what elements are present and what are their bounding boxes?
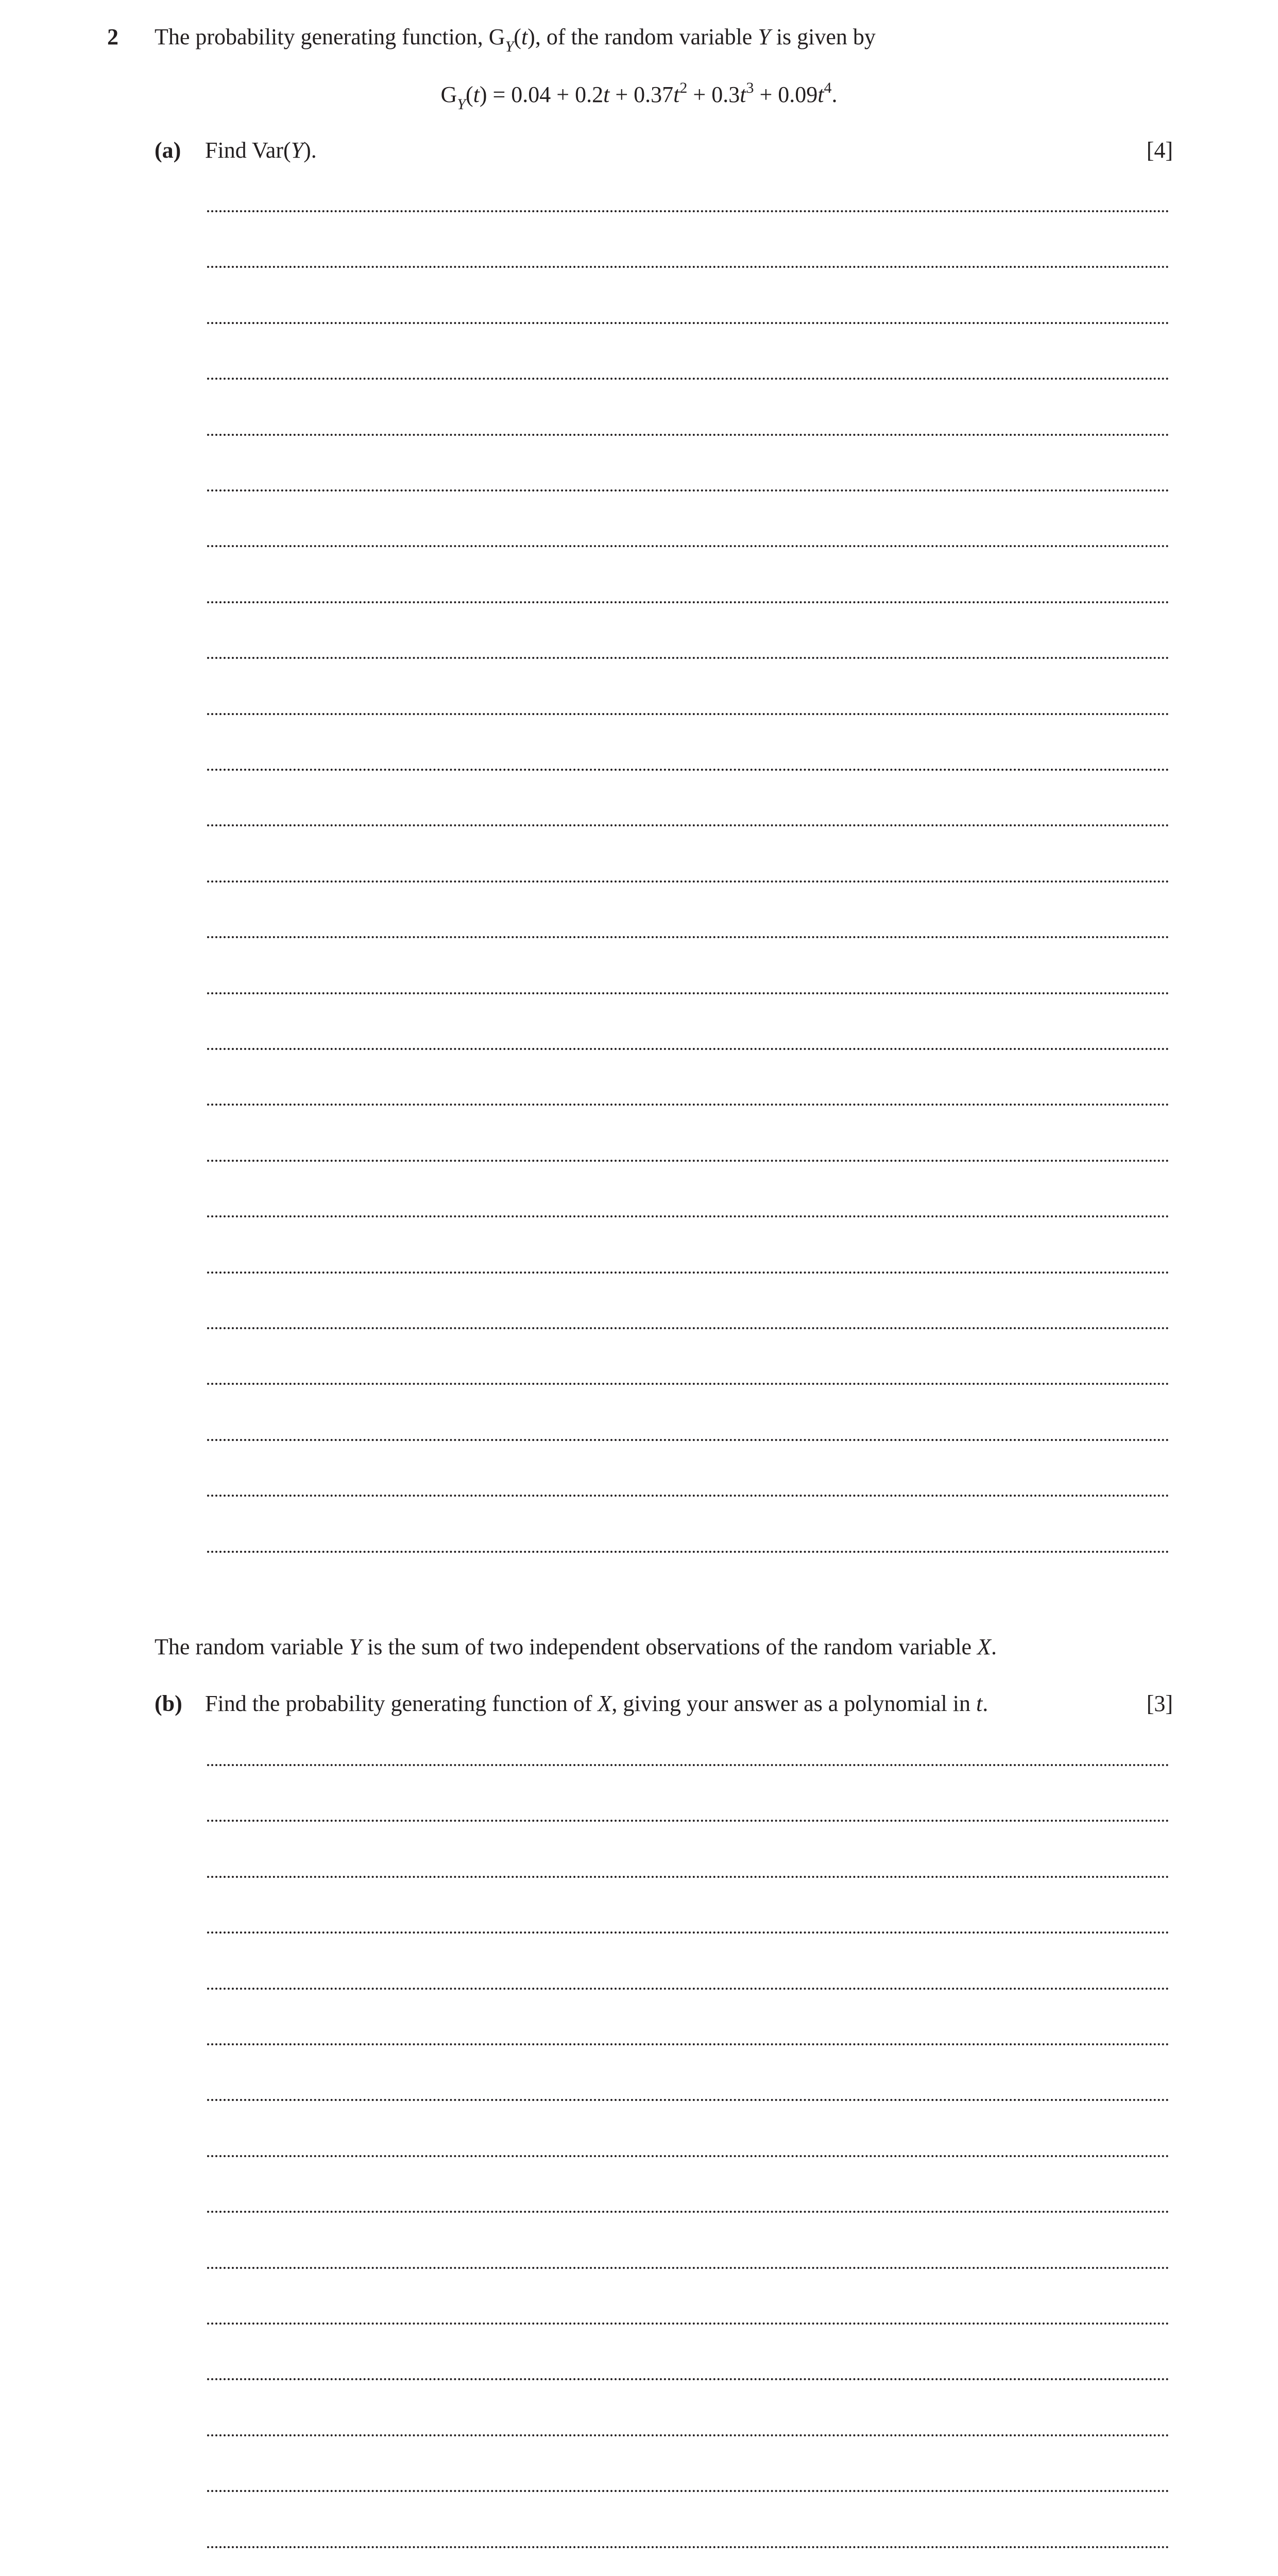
- part-a-answer-line[interactable]: [207, 1160, 1169, 1162]
- part-a-prompt: [205, 139, 317, 162]
- part-a-label: (a): [155, 138, 181, 163]
- part-b-answer-line[interactable]: [207, 2490, 1169, 2492]
- part-a-answer-line[interactable]: [207, 936, 1169, 938]
- part-a-marks: [4]: [1146, 138, 1173, 163]
- part-a-answer-line[interactable]: [207, 489, 1169, 492]
- part-b-answer-line[interactable]: [207, 2546, 1169, 2548]
- intro-subscript: Y: [505, 38, 514, 55]
- intro-text: (: [514, 24, 521, 49]
- part-b-answer-line[interactable]: [207, 1876, 1169, 1878]
- part-b-text: .: [982, 1691, 989, 1716]
- formula-text: + 0.3: [687, 82, 740, 107]
- part-b-answer-line[interactable]: [207, 1931, 1169, 1934]
- part-a-answer-line[interactable]: [207, 713, 1169, 715]
- formula-g: G: [440, 82, 457, 107]
- part-a-answer-line[interactable]: [207, 1048, 1169, 1050]
- part-b-answer-line[interactable]: [207, 1764, 1169, 1766]
- part-b-var-x: X: [598, 1691, 612, 1716]
- part-b-marks: [3]: [1146, 1691, 1173, 1716]
- formula-var-t: t: [817, 82, 824, 107]
- part-b-text: , giving your answer as a polynomial in: [611, 1691, 976, 1716]
- part-a-answer-line[interactable]: [207, 1439, 1169, 1441]
- part-b-answer-line[interactable]: [207, 1988, 1169, 1990]
- part-a-answer-line[interactable]: [207, 769, 1169, 771]
- statement-text: .: [991, 1634, 997, 1659]
- question-intro: [155, 24, 876, 55]
- formula-text: (: [465, 82, 473, 107]
- intro-text: The probability generating function, G: [155, 24, 505, 49]
- formula-var-t: t: [740, 82, 746, 107]
- part-b-answer-line[interactable]: [207, 2155, 1169, 2157]
- intro-text: is given by: [770, 24, 876, 49]
- part-a-answer-line[interactable]: [207, 992, 1169, 994]
- formula-text: ) = 0.04 + 0.2: [479, 82, 604, 107]
- formula-var-t: t: [473, 82, 480, 107]
- part-a-answer-line[interactable]: [207, 322, 1169, 324]
- part-a-answer-line[interactable]: [207, 880, 1169, 883]
- part-a-answer-line[interactable]: [207, 1327, 1169, 1329]
- part-b-var-t: t: [976, 1691, 983, 1716]
- intro-var-t: t: [521, 24, 528, 49]
- formula-text: .: [831, 82, 838, 107]
- statement-text: is the sum of two independent observations of the random variable: [362, 1634, 978, 1659]
- part-a-answer-line[interactable]: [207, 210, 1169, 212]
- part-b-answer-line[interactable]: [207, 2211, 1169, 2213]
- part-b-answer-line[interactable]: [207, 2099, 1169, 2101]
- formula-exponent: 3: [746, 79, 754, 96]
- part-a-answer-line[interactable]: [207, 601, 1169, 603]
- part-a-answer-line[interactable]: [207, 1104, 1169, 1106]
- part-a-answer-line[interactable]: [207, 266, 1169, 268]
- part-a-text: ).: [303, 138, 317, 163]
- formula-text: + 0.37: [609, 82, 674, 107]
- part-a-answer-line[interactable]: [207, 378, 1169, 380]
- part-b-answer-line[interactable]: [207, 1820, 1169, 1822]
- part-b-answer-line[interactable]: [207, 2434, 1169, 2436]
- part-a-answer-line[interactable]: [207, 1495, 1169, 1497]
- part-a-answer-line[interactable]: [207, 1272, 1169, 1274]
- part-b-text: Find the probability generating function of: [205, 1691, 598, 1716]
- part-b-answer-line[interactable]: [207, 2043, 1169, 2045]
- part-a-answer-line[interactable]: [207, 1551, 1169, 1553]
- formula-exponent: 2: [679, 79, 688, 96]
- part-a-answer-line[interactable]: [207, 434, 1169, 436]
- formula-var-t: t: [673, 82, 680, 107]
- part-a-var: Y: [291, 138, 304, 163]
- part-b-answer-line[interactable]: [207, 2378, 1169, 2380]
- part-b-prompt: [205, 1692, 988, 1715]
- intro-var-y: Y: [758, 24, 771, 49]
- statement-var-x: X: [977, 1634, 991, 1659]
- formula-text: + 0.09: [754, 82, 818, 107]
- part-a-answer-line[interactable]: [207, 824, 1169, 826]
- formula-var-t: t: [603, 82, 610, 107]
- part-b-answer-line[interactable]: [207, 2323, 1169, 2325]
- formula-exponent: 4: [824, 79, 832, 96]
- pgf-formula: [0, 79, 1278, 113]
- formula-subscript: Y: [457, 96, 466, 113]
- intro-text: ), of the random variable: [527, 24, 758, 49]
- part-a-answer-line[interactable]: [207, 1215, 1169, 1217]
- statement-var-y: Y: [349, 1634, 362, 1659]
- statement-text: The random variable: [155, 1634, 349, 1659]
- part-a-text: Find Var(: [205, 138, 291, 163]
- part-b-label: (b): [155, 1691, 182, 1716]
- part-a-answer-line[interactable]: [207, 1383, 1169, 1385]
- part-b-answer-line[interactable]: [207, 2267, 1169, 2269]
- question-number: 2: [107, 24, 118, 49]
- part-a-answer-line[interactable]: [207, 545, 1169, 547]
- part-a-answer-line[interactable]: [207, 657, 1169, 659]
- statement: [155, 1636, 997, 1658]
